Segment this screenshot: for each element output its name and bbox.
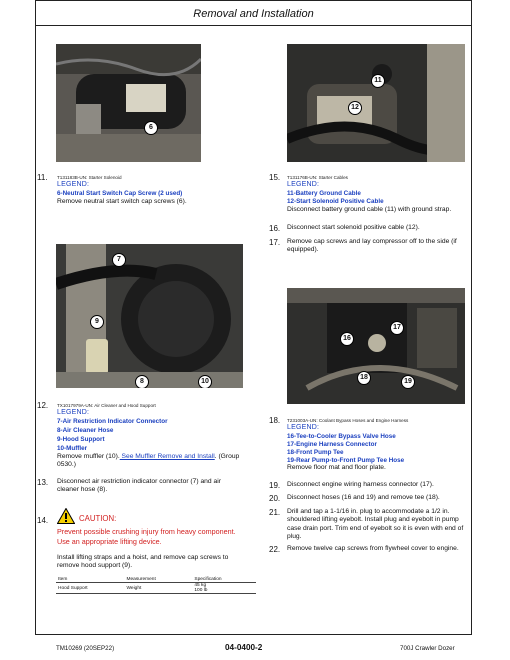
callout-11: 11 (371, 74, 385, 88)
callout-9: 9 (90, 315, 104, 329)
page-border (471, 0, 472, 634)
legend-item: 18-Front Pump Tee (287, 449, 344, 456)
legend-heading: LEGEND: (287, 181, 320, 188)
step-number: 11. (37, 173, 48, 182)
callout-12: 12 (348, 101, 362, 115)
step-text: Disconnect start solenoid positive cable (12). (287, 224, 420, 231)
step-number: 21. (269, 508, 281, 517)
figure-caption: TX1017979A-UN: Air Cleaner and Hood Support (57, 403, 156, 408)
callout-6: 6 (144, 121, 158, 135)
legend-item: 9-Hood Support (57, 436, 105, 443)
legend-item: 7-Air Restriction Indicator Connector (57, 418, 168, 425)
callout-10: 10 (198, 375, 212, 388)
figure-caption: T131176B-UN: Starter Cables (287, 175, 348, 180)
warning-triangle-icon (57, 508, 75, 524)
page-title: Removal and Installation (193, 8, 314, 20)
footer-doc-id: TM10269 (20SEP22) (56, 645, 115, 652)
legend-item: 6-Neutral Start Switch Cap Screw (2 used) (57, 190, 183, 197)
page-border (35, 0, 36, 634)
table-cell: Hood Support (58, 586, 88, 591)
callout-18: 18 (357, 371, 371, 385)
step-number: 17. (269, 238, 281, 247)
caution-text: Prevent possible crushing injury from heavy component. Use an appropriate lifting device. (57, 527, 236, 546)
photo-starter-solenoid (56, 44, 201, 162)
step-number: 14. (37, 516, 49, 525)
figure-caption: T231003A-UN: Coolant Bypass Hoses and Engine Harness (287, 418, 409, 423)
legend-item: 12-Start Solenoid Positive Cable (287, 198, 384, 205)
legend-item: 8-Air Cleaner Hose (57, 427, 114, 434)
step-text: Remove floor mat and floor plate. (287, 464, 386, 471)
legend-item: 10-Muffler (57, 445, 88, 452)
step-text: Remove cap screws and lay compressor off to the side (if equipped). (287, 238, 457, 254)
footer-model: 700J Crawler Dozer (400, 645, 455, 652)
caution-title: CAUTION: (79, 514, 117, 523)
legend-heading: LEGEND: (57, 181, 90, 188)
photo-starter-cables (287, 44, 465, 162)
step-text: Remove neutral start switch cap screws (6). (57, 198, 187, 205)
step-text: Remove muffler (10). See Muffler Remove and Install. (Group 0530.) (57, 453, 240, 469)
step-text: Disconnect hoses (16 and 19) and remove tee (18). (287, 494, 440, 501)
step-text: Disconnect battery ground cable (11) with ground strap. (287, 206, 452, 213)
table-header: Specification (194, 577, 222, 582)
step-text: Drill and tap a 1-1/16 in. plug to accommodate a 1/2 in. shouldered lifting eyebolt. Install plug and eyebolt in pump case drain port. Trim end of eyebolt so it is even with end of plug. (287, 508, 464, 541)
table-header: Measurement (126, 577, 156, 582)
callout-19: 19 (401, 375, 415, 389)
callout-16: 16 (340, 332, 354, 346)
step-number: 13. (37, 478, 49, 487)
step-number: 15. (269, 173, 281, 182)
muffler-link[interactable]: See Muffler Remove and Install (119, 453, 215, 460)
step-number: 19. (269, 481, 281, 490)
legend-item: 11-Battery Ground Cable (287, 190, 361, 197)
table-cell: Weight (126, 586, 142, 591)
step-number: 20. (269, 494, 281, 503)
step-number: 12. (37, 401, 49, 410)
legend-heading: LEGEND: (57, 409, 90, 416)
step-number: 16. (269, 224, 281, 233)
footer-divider (35, 634, 472, 635)
title-divider (35, 25, 472, 26)
callout-8: 8 (135, 375, 149, 388)
legend-item: 19-Rear Pump-to-Front Pump Tee Hose (287, 457, 405, 464)
footer-page-number: 04-0400-2 (225, 643, 263, 652)
figure-caption: T131183B-UN: Starter Solenoid (57, 175, 122, 180)
step-text: Install lifting straps and a hoist, and remove cap screws to remove hood support (9). (57, 554, 229, 570)
spec-table (56, 577, 256, 594)
legend-heading: LEGEND: (287, 424, 320, 431)
step-number: 18. (269, 416, 281, 425)
callout-7: 7 (112, 253, 126, 267)
page-border (35, 0, 472, 1)
step-number: 22. (269, 545, 281, 554)
step-text: Disconnect engine wiring harness connector (17). (287, 481, 434, 488)
step-text: Remove twelve cap screws from flywheel cover to engine. (287, 545, 459, 552)
photo-coolant-bypass (287, 288, 465, 404)
photo-air-cleaner (56, 244, 243, 388)
table-row (56, 583, 256, 594)
legend-item: 16-Tee-to-Cooler Bypass Valve Hose (287, 433, 396, 440)
legend-item: 17-Engine Harness Connector (287, 441, 377, 448)
step-text: Disconnect air restriction indicator connector (7) and air cleaner hose (8). (57, 478, 221, 494)
table-cell: 45 kg 100 lb (194, 583, 208, 593)
callout-17: 17 (390, 321, 404, 335)
table-header: Item (58, 577, 68, 582)
